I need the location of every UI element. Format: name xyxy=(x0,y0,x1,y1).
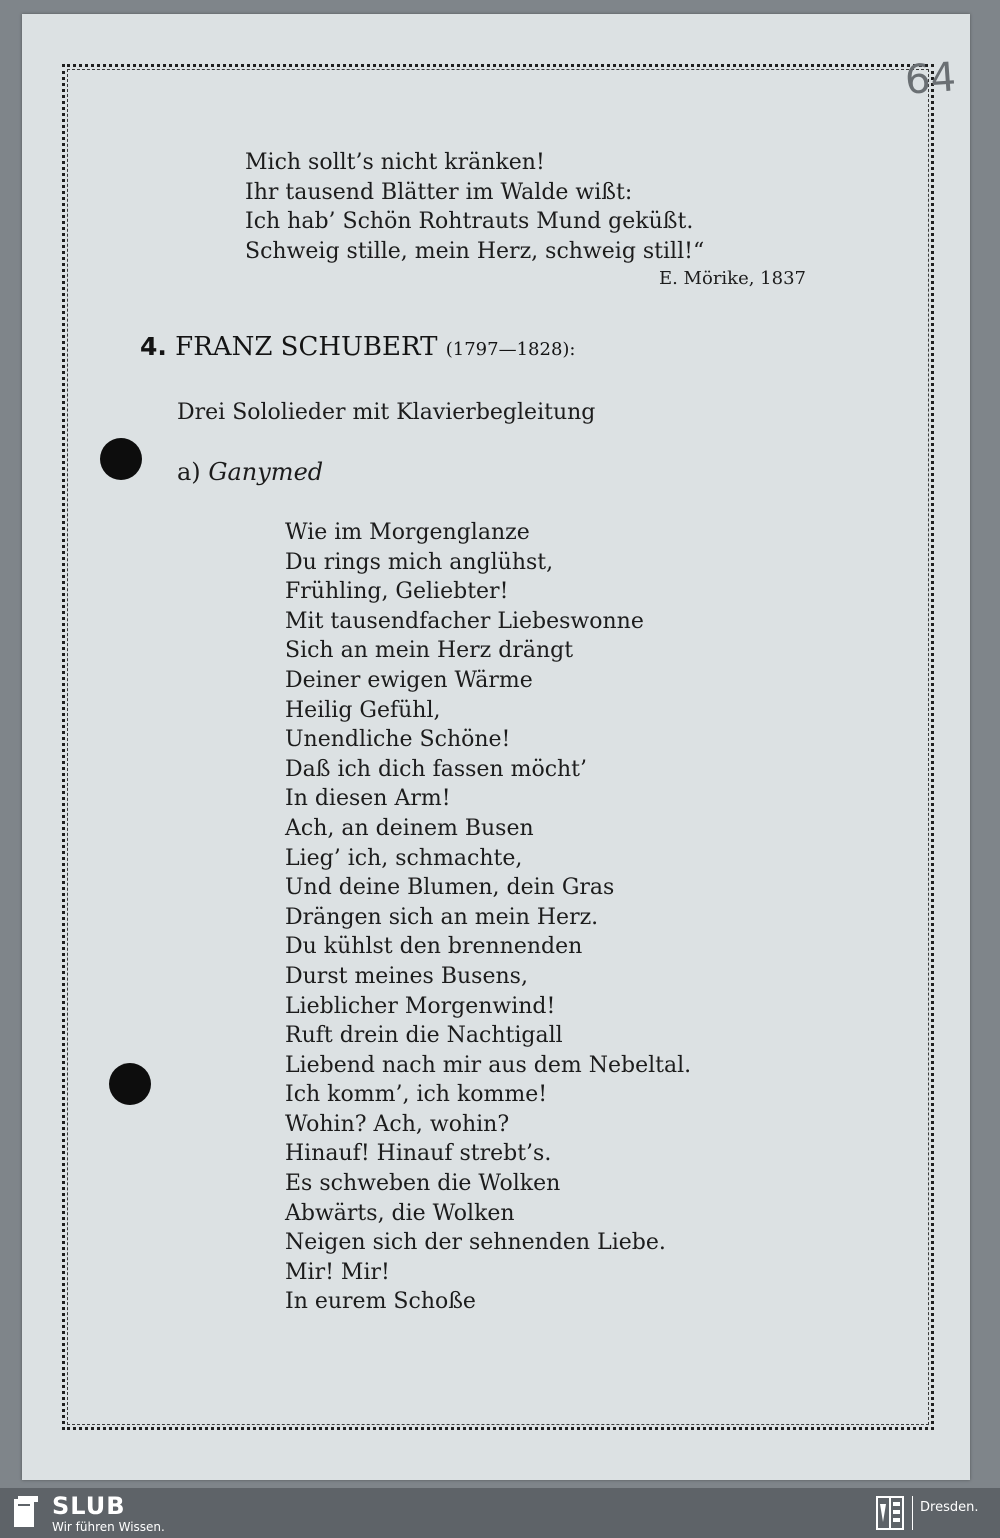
section-heading xyxy=(140,332,575,362)
poem-line: Frühling, Geliebter! xyxy=(285,579,509,605)
dresden-crest-icon xyxy=(876,1496,904,1530)
poem-line: Ruft drein die Nachtigall xyxy=(285,1023,563,1049)
ganymed-poem xyxy=(285,518,691,1317)
poem-line: Du rings mich anglühst, xyxy=(285,549,554,575)
poem-line: Und deine Blumen, dein Gras xyxy=(285,875,615,901)
poem-line: Wie im Morgenglanze xyxy=(285,520,530,545)
poem-line: In diesen Arm! xyxy=(285,786,451,812)
poem-line: Wohin? Ach, wohin? xyxy=(285,1111,510,1137)
poem-line: Sich an mein Herz drängt xyxy=(285,638,574,664)
poem-line: Hinauf! Hinauf strebt’s. xyxy=(285,1141,552,1167)
slub-brand: SLUB xyxy=(52,1492,126,1520)
poem-line: Du kühlst den brennenden xyxy=(285,934,583,960)
song-letter: a) xyxy=(177,458,201,486)
poem-line: Lieg’ ich, schmachte, xyxy=(285,845,523,871)
dresden-partner: Dresden. xyxy=(920,1500,979,1515)
poem-line: Unendliche Schöne! xyxy=(285,727,511,753)
song-title xyxy=(177,458,323,486)
poem-attribution: E. Mörike, 1837 xyxy=(658,268,806,289)
poem-stanza-closing xyxy=(245,148,704,266)
poem-line: Mit tausendfacher Liebeswonne xyxy=(285,608,644,634)
poem-line: Daß ich dich fassen möcht’ xyxy=(285,756,588,782)
poem-line: Neigen sich der sehnenden Liebe. xyxy=(285,1230,666,1256)
poem-line: Lieblicher Morgenwind! xyxy=(285,993,556,1019)
slub-slogan: Wir führen Wissen. xyxy=(52,1520,165,1534)
section-subtitle: Drei Sololieder mit Klavierbegleitung xyxy=(177,400,596,425)
punch-hole xyxy=(109,1063,151,1105)
poem-line: In eurem Schoße xyxy=(285,1289,476,1315)
section-number: 4. xyxy=(140,332,167,361)
stanza-line: Ihr tausend Blätter im Walde wißt: xyxy=(245,179,633,205)
footer-divider xyxy=(912,1496,913,1530)
poem-line: Ich komm’, ich komme! xyxy=(285,1082,548,1108)
page-number: 64 xyxy=(903,54,958,104)
poem-line: Durst meines Busens, xyxy=(285,963,528,989)
poem-line: Mir! Mir! xyxy=(285,1259,390,1285)
poem-line: Es schweben die Wolken xyxy=(285,1171,561,1197)
stanza-line: Ich hab’ Schön Rohtrauts Mund geküßt. xyxy=(245,209,694,234)
composer-name: FRANZ SCHUBERT xyxy=(175,332,438,362)
poem-line: Abwärts, die Wolken xyxy=(285,1200,515,1226)
punch-hole xyxy=(100,438,142,480)
stanza-line: Mich sollt’s nicht kränken! xyxy=(245,150,545,175)
stanza-line: Schweig stille, mein Herz, schweig still!“ xyxy=(245,238,705,264)
poem-line: Deiner ewigen Wärme xyxy=(285,667,533,693)
footer-bar xyxy=(0,1488,1000,1538)
poem-line: Liebend nach mir aus dem Nebeltal. xyxy=(285,1052,692,1078)
poem-line: Heilig Gefühl, xyxy=(285,697,441,723)
poem-line: Drängen sich an mein Herz. xyxy=(285,904,599,930)
poem-line: Ach, an deinem Busen xyxy=(285,815,534,841)
slub-logo-icon xyxy=(12,1496,40,1530)
song-name: Ganymed xyxy=(208,458,324,486)
composer-years: (1797—1828): xyxy=(445,339,576,360)
